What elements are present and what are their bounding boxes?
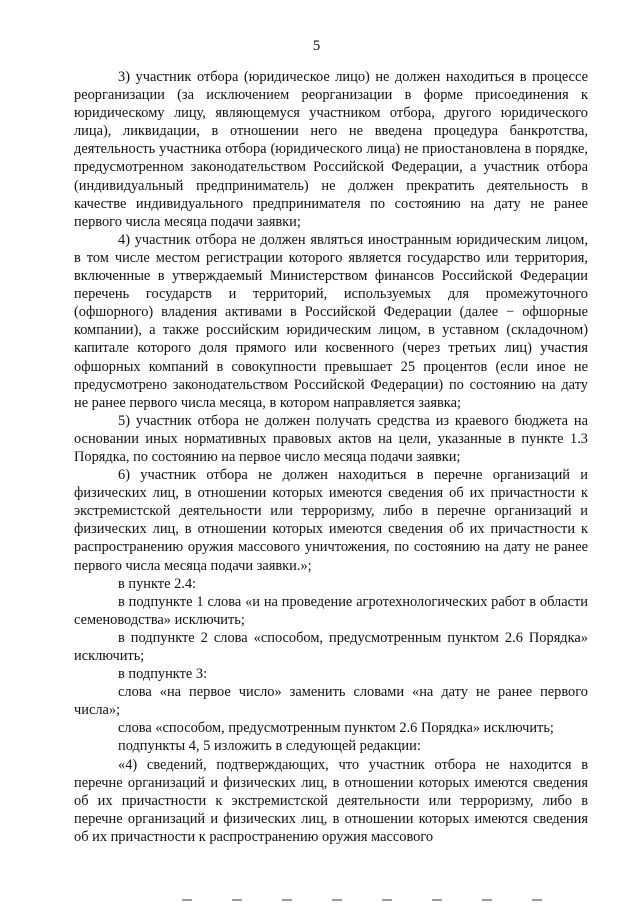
paragraph-replace-words: слова «на первое число» заменить словами «на дату не ранее первого числа»; [74, 684, 588, 719]
paragraph-subclause-3: в подпункте 3: [118, 666, 208, 683]
paragraph-item-3: 3) участник отбора (юридическое лицо) не должен находиться в процессе реорганизации (за исключением реорганизации в форме присоединения к юридическому лицу, являющемуся участником отбора, другого юридического лица), ликвидации, в отношении него не введена процедура банкротства, деятельность участника отбора (юридического лица) не приостановлена в порядке, предусмотренном законодательством Российской Федерации, а участник отбора (индивидуальный предприниматель) не должен прекратить деятельность в качестве индивидуального предпринимателя по состоянию на дату не ранее первого числа месяца подачи заявки; [74, 69, 588, 230]
document-body [74, 68, 588, 846]
scan-edge-marks [0, 890, 633, 904]
paragraph-subclauses-4-5: подпункты 4, 5 изложить в следующей редакции: [118, 738, 421, 755]
paragraph-item-4: 4) участник отбора не должен являться иностранным юридическим лицом, в том числе местом регистрации которого является государство или территория, включенные в утверждаемый Министерством финансов Российской Федерации перечень государств и территорий, используемых для промежуточного (офшорного) владения активами в Российской Федерации (далее − офшорные компании), а также российским юридическим лицом, в уставном (складочном) капитале которого доля прямого или косвенного (через третьих лиц) участия офшорных компаний в совокупности превышает 25 процентов (если иное не предусмотрено законодательством Российской Федерации) по состоянию на дату не ранее первого числа месяца, в котором направляется заявка; [74, 231, 588, 411]
paragraph-remove-words: слова «способом, предусмотренным пунктом 2.6 Порядка» исключить; [118, 720, 554, 737]
paragraph-new-subclause-4: «4) сведений, подтверждающих, что участник отбора не находится в перечне организаций и физических лиц, в отношении которых имеются сведения об их причастности к экстремистской деятельности или терроризму, либо в перечне организаций и физических лиц, в отношении которых имеются сведения об их причастности к распространению оружия массового [74, 756, 588, 845]
paragraph-subclause-2: в подпункте 2 слова «способом, предусмотренным пунктом 2.6 Порядка» исключить; [74, 629, 588, 664]
page-number: 5 [312, 38, 321, 54]
paragraph-item-5: 5) участник отбора не должен получать средства из краевого бюджета на основании иных нормативных правовых актов на цели, указанные в пункте 1.3 Порядка, по состоянию на первое число месяца подачи заявки; [74, 412, 588, 465]
paragraph-subclause-1: в подпункте 1 слова «и на проведение агротехнологических работ в области семеноводства» исключить; [74, 593, 588, 628]
paragraph-item-6: 6) участник отбора не должен находиться в перечне организаций и физических лиц, в отношении которых имеются сведения об их причастности к экстремистской деятельности или терроризму, либо в перечне организаций и физических лиц, в отношении которых имеются сведения об их причастности к распространению оружия массового уничтожения, по состоянию на дату не ранее первого числа месяца подачи заявки.»; [74, 467, 588, 574]
paragraph-clause-2-4: в пункте 2.4: [118, 575, 197, 592]
